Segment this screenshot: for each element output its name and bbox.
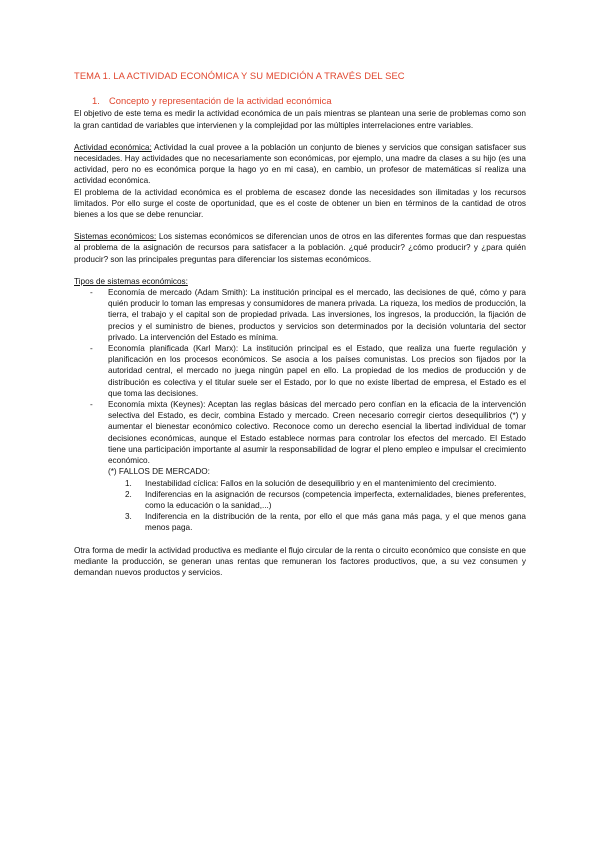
item-number: 2. bbox=[125, 489, 132, 499]
document-content bbox=[74, 70, 526, 578]
tipo-text: Economía mixta (Keynes): Aceptan las reglas básicas del mercado pero confían en la eficacia de la intervención selectiva del Estado, es decir, combina Estado y mercado. Creen necesario corregir ciertos desequilibrios (*) y aumentar el bienestar económico colectivo. Reconoce como un derecho esencial la libertad individual de tomar decisiones económicas, aunque el Estado establece normas para controlar los efectos del mercado. El Estado tiene una participación importante al asumir la responsabilidad de lograr el pleno empleo e impulsar el crecimiento económico. bbox=[108, 400, 526, 466]
intro-paragraph: El objetivo de este tema es medir la actividad económica de un país mientras se plantean una serie de problemas como son la gran cantidad de variables que intervienen y la complejidad por las múltiples interrelaciones entre variables. bbox=[74, 109, 526, 130]
sistemas-paragraph bbox=[74, 231, 526, 265]
bullet-dash: - bbox=[90, 344, 93, 354]
list-item bbox=[108, 478, 526, 489]
tipo-text: Economía de mercado (Adam Smith): La institución principal es el mercado, las decisiones de qué, cómo y para quién producir lo toman las empresas y consumidores de manera privada. La riqueza, los medios de producción, la tierra, el trabajo y el capital son de propiedad privada. Las inversiones, los ingresos, la producción, la fijación de precios y el suministro de bienes, productos y servicios son determinados por la decisión voluntaria del sector privado. La intervención del Estado es mínima. bbox=[108, 288, 526, 342]
tipos-list bbox=[74, 287, 526, 466]
fallo-text: Inestabilidad cíclica: Fallos en la solución de desequilibrio y en el mantenimiento del crecimiento. bbox=[145, 478, 497, 488]
document-title: TEMA 1. LA ACTIVIDAD ECONÓMICA Y SU MEDICIÓN A TRAVÉS DEL SEC bbox=[74, 70, 405, 81]
list-item bbox=[74, 343, 526, 399]
list-item bbox=[74, 399, 526, 466]
list-item bbox=[108, 489, 526, 511]
sistemas-definition: Los sistemas económicos se diferencian unos de otros en las diferentes formas que dan respuestas al problema de la asignación de recursos para satisfacer a la población. ¿qué producir? ¿cómo producir? y ¿para quién producir? son las principales preguntas para diferenciar los sistemas económicos. bbox=[74, 232, 526, 264]
bullet-dash: - bbox=[90, 288, 93, 298]
fallos-list bbox=[74, 478, 526, 534]
tipo-text: Economía planificada (Karl Marx): La institución principal es el Estado, que realiza una fuerte regulación y planificación en los procesos económicos. Se asocia a los países comunistas. Los precios son fijados por la autoridad central, el mercado no juega ningún papel en ello. La propiedad de los medios de producción y de distribución es colectiva y el titular suele ser el Estado, por lo que no existe libertad de empresa, el Estado es el que toma las decisiones. bbox=[108, 344, 526, 398]
actividad-term: Actividad económica: bbox=[74, 142, 152, 152]
section-number: 1. bbox=[92, 95, 100, 107]
actividad-paragraph bbox=[74, 142, 526, 187]
item-number: 3. bbox=[125, 512, 132, 522]
item-number: 1. bbox=[125, 478, 132, 488]
list-item bbox=[74, 287, 526, 343]
section-title: Concepto y representación de la actividad económica bbox=[109, 95, 332, 107]
bullet-dash: - bbox=[90, 400, 93, 410]
tipos-heading: Tipos de sistemas económicos: bbox=[74, 276, 188, 286]
fallo-text: Indiferencia en la distribución de la renta, por ello el que más gana más paga, y el que menos gana menos paga. bbox=[145, 512, 526, 533]
actividad-definition: Actividad la cual provee a la población un conjunto de bienes y servicios que consigan satisfacer sus necesidades. Hay actividades que no necesariamente son económicas, por ejemplo, una madre da clases a su hijo (es una actividad, pero no es económica porque la hago yo en mi casa), en cambio, un profesor de matemáticas sí realiza una actividad económica. bbox=[74, 142, 526, 186]
closing-paragraph: Otra forma de medir la actividad productiva es mediante el flujo circular de la renta o circuito económico que consiste en que mediante la producción, se generan unas rentas que remuneran los factores productivos, que, a su vez consumen y demandan nuevos productos y servicios. bbox=[74, 545, 526, 577]
problema-paragraph: El problema de la actividad económica es el problema de escasez donde las necesidades son ilimitadas y los recursos limitados. Por ello surge el coste de oportunidad, que es el coste de obtener un bien en términos de la cantidad de otros bienes a los que se debe renunciar. bbox=[74, 187, 526, 220]
fallos-heading: (*) FALLOS DE MERCADO: bbox=[108, 467, 210, 477]
list-item bbox=[108, 511, 526, 533]
section-heading bbox=[92, 95, 526, 106]
fallo-text: Indiferencias en la asignación de recursos (competencia imperfecta, externalidades, bienes preferentes, como la educación o la sanidad,...) bbox=[145, 489, 526, 510]
sistemas-term: Sistemas económicos: bbox=[74, 232, 157, 242]
